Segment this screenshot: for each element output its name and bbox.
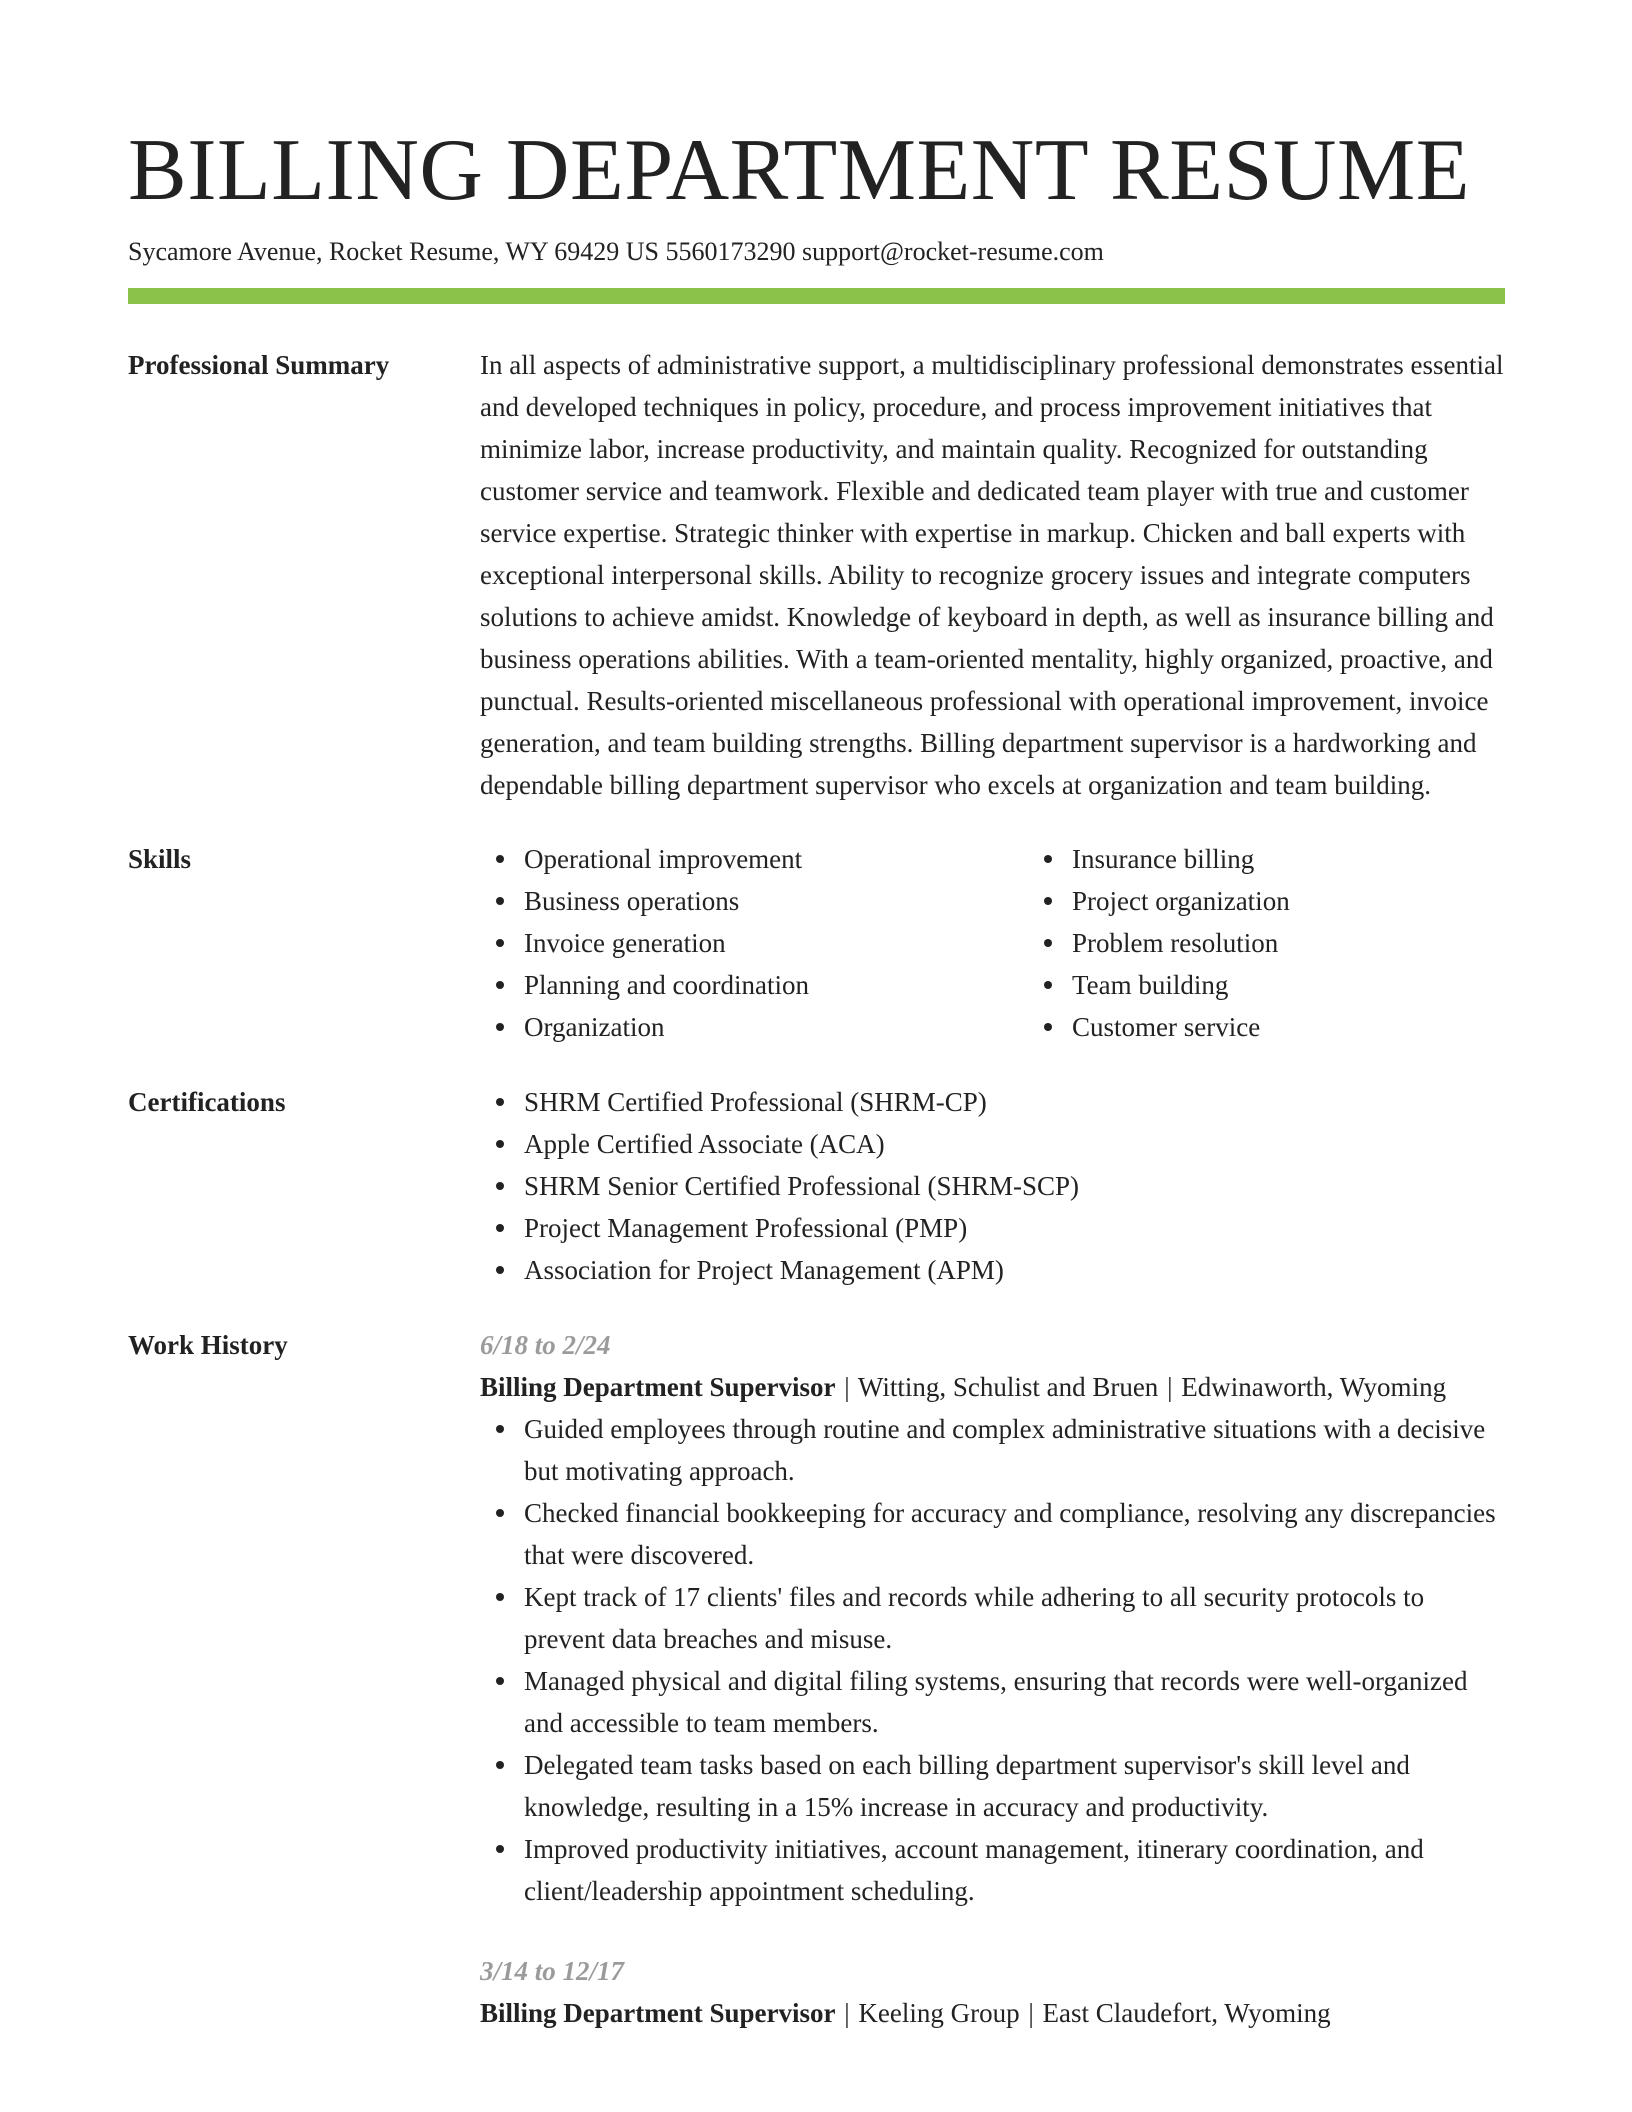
section-label-skills: Skills (128, 844, 192, 874)
skills-column-left (480, 838, 1028, 1048)
certification-item: SHRM Certified Professional (SHRM-CP) (524, 1081, 1505, 1123)
skill-item: Insurance billing (1072, 838, 1576, 880)
skill-item: Team building (1072, 964, 1576, 1006)
certifications-list (480, 1081, 1505, 1291)
job-dates: 3/14 to 12/17 (480, 1956, 625, 1986)
skills-column-right (1028, 838, 1576, 1048)
responsibility-item: Delegated team tasks based on each billing department supervisor's skill level and knowledge, resulting in a 15% increase in accuracy and productivity. (524, 1744, 1505, 1828)
job-entry (480, 1324, 1505, 1912)
job-company: Keeling Group (858, 1998, 1020, 2028)
job-separator: | (1028, 1998, 1034, 2028)
summary-text: In all aspects of administrative support, a multidisciplinary professional demonstrates essential and developed techniques in policy, procedure, and process improvement initiatives that minimize labor, increase productivity, and maintain quality. Recognized for outstanding customer service and teamwork. Flexible and dedicated team player with true and customer service expertise. Strategic thinker with expertise in markup. Chicken and ball experts with exceptional interpersonal skills. Ability to recognize grocery issues and integrate computers solutions to achieve amidst. Knowledge of keyboard in depth, as well as insurance billing and business operations abilities. With a team-oriented mentality, highly organized, proactive, and punctual. Results-oriented miscellaneous professional with operational improvement, invoice generation, and team building strengths. Billing department supervisor is a hardworking and dependable billing department supervisor who excels at organization and team building. (480, 350, 1504, 800)
section-skills (128, 838, 1505, 1048)
section-body-certifications (480, 1081, 1505, 1291)
job-separator: | (1167, 1372, 1173, 1402)
job-separator: | (844, 1372, 850, 1402)
contact-email[interactable]: support@rocket-resume.com (801, 237, 1104, 266)
skill-item: Invoice generation (524, 922, 1028, 964)
job-title: Billing Department Supervisor (480, 1998, 836, 2028)
certification-item: Project Management Professional (PMP) (524, 1207, 1505, 1249)
job-title: Billing Department Supervisor (480, 1372, 836, 1402)
skill-item: Customer service (1072, 1006, 1576, 1048)
responsibility-item: Checked financial bookkeeping for accuracy and compliance, resolving any discrepancies that were discovered. (524, 1492, 1505, 1576)
section-body-summary (480, 344, 1505, 806)
job-location: East Claudefort, Wyoming (1042, 1998, 1331, 2028)
contact-address: Sycamore Avenue, Rocket Resume, WY 69429 US (128, 237, 659, 266)
section-certifications (128, 1081, 1505, 1291)
resume-title: BILLING DEPARTMENT RESUME (128, 122, 1470, 219)
job-company: Witting, Schulist and Bruen (857, 1372, 1159, 1402)
skill-item: Problem resolution (1072, 922, 1576, 964)
section-work-history (128, 1324, 1505, 2034)
responsibility-item: Improved productivity initiatives, account management, itinerary coordination, and client/leadership appointment scheduling. (524, 1828, 1505, 1912)
job-heading (480, 1366, 1505, 1408)
job-dates: 6/18 to 2/24 (480, 1330, 611, 1360)
responsibility-item: Guided employees through routine and complex administrative situations with a decisive but motivating approach. (524, 1408, 1505, 1492)
section-label-certifications: Certifications (128, 1087, 286, 1117)
skill-item: Operational improvement (524, 838, 1028, 880)
job-location: Edwinaworth, Wyoming (1181, 1372, 1447, 1402)
job-entry (480, 1950, 1505, 2034)
responsibility-item: Kept track of 17 clients' files and records while adhering to all security protocols to prevent data breaches and misuse. (524, 1576, 1505, 1660)
skill-item: Business operations (524, 880, 1028, 922)
certification-item: Association for Project Management (APM) (524, 1249, 1505, 1291)
section-body-work-history (480, 1324, 1505, 2034)
skill-item: Planning and coordination (524, 964, 1028, 1006)
contact-phone: 5560173290 (665, 237, 796, 266)
job-heading (480, 1992, 1505, 2034)
certification-item: SHRM Senior Certified Professional (SHRM-SCP) (524, 1165, 1505, 1207)
section-professional-summary (128, 344, 1505, 806)
header-accent-rule (128, 288, 1505, 304)
skill-item: Project organization (1072, 880, 1576, 922)
certification-item: Apple Certified Associate (ACA) (524, 1123, 1505, 1165)
skill-item: Organization (524, 1006, 1028, 1048)
job-separator: | (844, 1998, 850, 2028)
section-label-summary: Professional Summary (128, 350, 390, 380)
skills-grid (480, 838, 1576, 1048)
responsibility-item: Managed physical and digital filing systems, ensuring that records were well-organized and accessible to team members. (524, 1660, 1505, 1744)
job-responsibilities (480, 1408, 1505, 1912)
section-label-work-history: Work History (128, 1330, 288, 1360)
contact-line (128, 235, 1505, 269)
